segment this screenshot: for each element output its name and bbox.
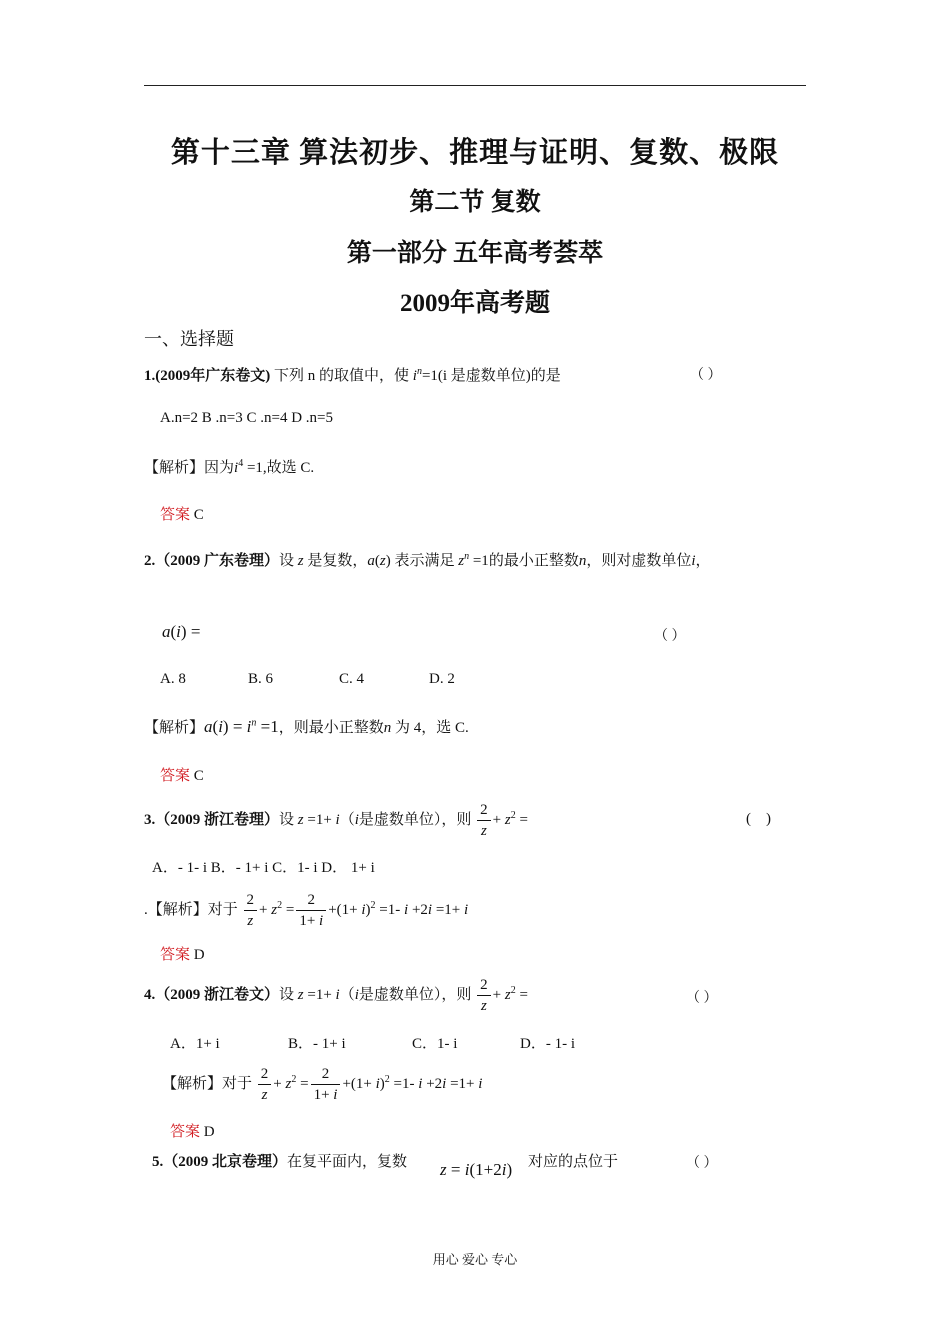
q2-stem-d: 的最小正整数 bbox=[488, 553, 579, 569]
q2-analysis-tail-a: ，则最小正整数 bbox=[278, 720, 384, 736]
q2-stem-e: ，则对虚数单位 bbox=[586, 553, 692, 569]
q2-option-c: C. 4 bbox=[339, 671, 365, 687]
q1-analysis-tail: ,故选 C. bbox=[262, 460, 315, 476]
q2-stem-a: 设 bbox=[279, 553, 295, 569]
q3-stem-b: （ bbox=[339, 811, 355, 828]
q4-option-c: C．1- i bbox=[412, 1036, 458, 1052]
q4-answer bbox=[170, 1120, 215, 1141]
q3-options: A．- 1- i B．- 1+ i C．1- i D． 1+ i bbox=[152, 860, 375, 876]
q3-fraction: $\frac{2}{z}$ bbox=[477, 800, 491, 841]
q2-answer bbox=[160, 764, 204, 785]
q5-number: 5. bbox=[152, 1154, 164, 1170]
q4-answer-paren: （ ） bbox=[686, 991, 718, 1006]
q2-answer-value: C bbox=[193, 768, 204, 784]
question-1 bbox=[144, 364, 561, 385]
q4-source: （2009 浙江卷文） bbox=[155, 986, 280, 1003]
q3-stem-a: 设 bbox=[279, 811, 295, 828]
q4-stem-c: 是虚数单位），则 bbox=[358, 986, 472, 1003]
q5-source: （2009 北京卷理） bbox=[163, 1154, 288, 1170]
q1-formula: $i^n$ bbox=[412, 366, 422, 384]
year-heading: 2009年高考题 bbox=[399, 290, 550, 317]
q1-options: A.n=2 B .n=3 C .n=4 D .n=5 bbox=[160, 410, 334, 426]
q4-option-b: B．- 1+ i bbox=[288, 1036, 346, 1052]
q4-answer-value: D bbox=[203, 1124, 215, 1140]
section-label: 一、选择题 bbox=[144, 329, 234, 349]
q2-var-n: n bbox=[578, 553, 587, 569]
q5-formula: z = i(1+2i) bbox=[440, 1160, 513, 1179]
analysis-label: 【解析】 bbox=[144, 720, 205, 736]
q1-answer-value: C bbox=[193, 507, 204, 523]
q2-eq: z bbox=[458, 553, 465, 569]
q2-stem-f: ， bbox=[695, 553, 711, 569]
q1-stem: 下列 n 的取值中，使 bbox=[274, 368, 410, 384]
q1-source: (2009年广东卷文) bbox=[155, 368, 271, 384]
q1-answer-paren: （ ） bbox=[690, 368, 722, 383]
analysis-label: 【解析】 bbox=[162, 1075, 223, 1092]
q2-number: 2. bbox=[144, 553, 156, 569]
section-title: 第二节 复数 bbox=[409, 189, 541, 216]
analysis-label: 【解析】 bbox=[144, 460, 205, 476]
q3-stem-c: 是虚数单位），则 bbox=[358, 811, 472, 828]
part-title: 第一部分 五年高考荟萃 bbox=[346, 240, 604, 267]
q3-number: 3. bbox=[144, 811, 156, 828]
q1-analysis: 【解析】因为$i^4 =1$,故选 C. bbox=[144, 458, 315, 476]
chapter-title: 第十三章 算法初步、推理与证明、复数、极限 bbox=[170, 137, 780, 169]
analysis-label: 【解析】 bbox=[147, 901, 208, 918]
q2-option-a: A. 8 bbox=[160, 671, 186, 687]
page-footer: 用心 爱心 专心 bbox=[432, 1252, 518, 1267]
q1-analysis-text: 因为 bbox=[204, 460, 235, 476]
q5-answer-paren: （ ） bbox=[686, 1156, 718, 1171]
q4-fraction: $\frac{2}{z}$ bbox=[477, 975, 491, 1016]
q3-source: （2009 浙江卷理） bbox=[155, 811, 280, 828]
answer-label: 答案 bbox=[170, 1124, 201, 1140]
question-5 bbox=[152, 1150, 407, 1171]
q3-answer bbox=[160, 943, 205, 964]
q4-number: 4. bbox=[144, 986, 156, 1003]
q2-stem-b: 是复数， bbox=[307, 553, 368, 569]
q1-number: 1. bbox=[144, 368, 156, 384]
q1-stem-tail: =1(i 是虚数单位)的是 bbox=[421, 368, 561, 384]
q5-stem-a: 在复平面内，复数 bbox=[287, 1154, 408, 1170]
q2-var-z: z bbox=[297, 553, 304, 569]
q5-stem-tail: 对应的点位于 bbox=[528, 1154, 619, 1170]
q1-answer bbox=[160, 503, 204, 524]
q2-option-d: D. 2 bbox=[429, 671, 455, 687]
question-4: 4.（2009 浙江卷文）设 z =1+ i（i是虚数单位），则 $\frac{2}{z}$ + $z^2$ = bbox=[144, 977, 528, 1014]
q4-option-d: D．- 1- i bbox=[520, 1036, 575, 1052]
answer-label: 答案 bbox=[160, 768, 191, 784]
q2-var-i: i bbox=[691, 553, 696, 569]
q2-func: a bbox=[367, 553, 375, 569]
q2-source: （2009 广东卷理） bbox=[155, 553, 280, 569]
q4-stem-b: （ bbox=[339, 986, 355, 1003]
q4-analysis-text: 对于 bbox=[222, 1075, 253, 1092]
q3-analysis: .【解析】对于 $\frac{2}{z}$ + $z^2$ = $\frac{2}{1+ i}$ $+(1+ i)^2 =1-$ i +2i =1+ i bbox=[144, 892, 469, 929]
q2-analysis-tail-b: 为 4，选 C. bbox=[395, 720, 469, 736]
q2-option-b: B. 6 bbox=[248, 671, 274, 687]
header-rule bbox=[144, 85, 806, 86]
q4-stem-a: 设 bbox=[279, 986, 295, 1003]
q3-answer-paren: ( ) bbox=[746, 811, 771, 827]
q2-analysis: 【解析】$a(i) = i^n =1$，则最小正整数n 为 4，选 C. bbox=[144, 717, 469, 736]
q1-analysis-formula: i bbox=[234, 460, 239, 476]
answer-label: 答案 bbox=[160, 947, 191, 963]
q3-answer-value: D bbox=[193, 947, 205, 963]
question-3: 3.（2009 浙江卷理）设 z =1+ i（i是虚数单位），则 $\frac{2}{z}$ + $z^2$ = bbox=[144, 802, 528, 839]
q3-analysis-text: 对于 bbox=[207, 901, 238, 918]
q2-blank: a(i) = bbox=[162, 622, 201, 641]
q4-analysis: 【解析】对于 $\frac{2}{z}$ + $z^2$ = $\frac{2}{1+ i}$ $+(1+ i)^2 =1-$ i +2i =1+ i bbox=[162, 1066, 483, 1103]
question-2: 2.（2009 广东卷理）设 z 是复数，a(z) 表示满足 $z^n =1$的最小正整数n，则对虚数单位i， bbox=[144, 551, 711, 569]
q4-option-a: A．1+ i bbox=[170, 1036, 220, 1052]
q2-stem-c: 表示满足 bbox=[394, 553, 455, 569]
q2-answer-paren: （ ） bbox=[654, 629, 686, 644]
answer-label: 答案 bbox=[160, 507, 191, 523]
